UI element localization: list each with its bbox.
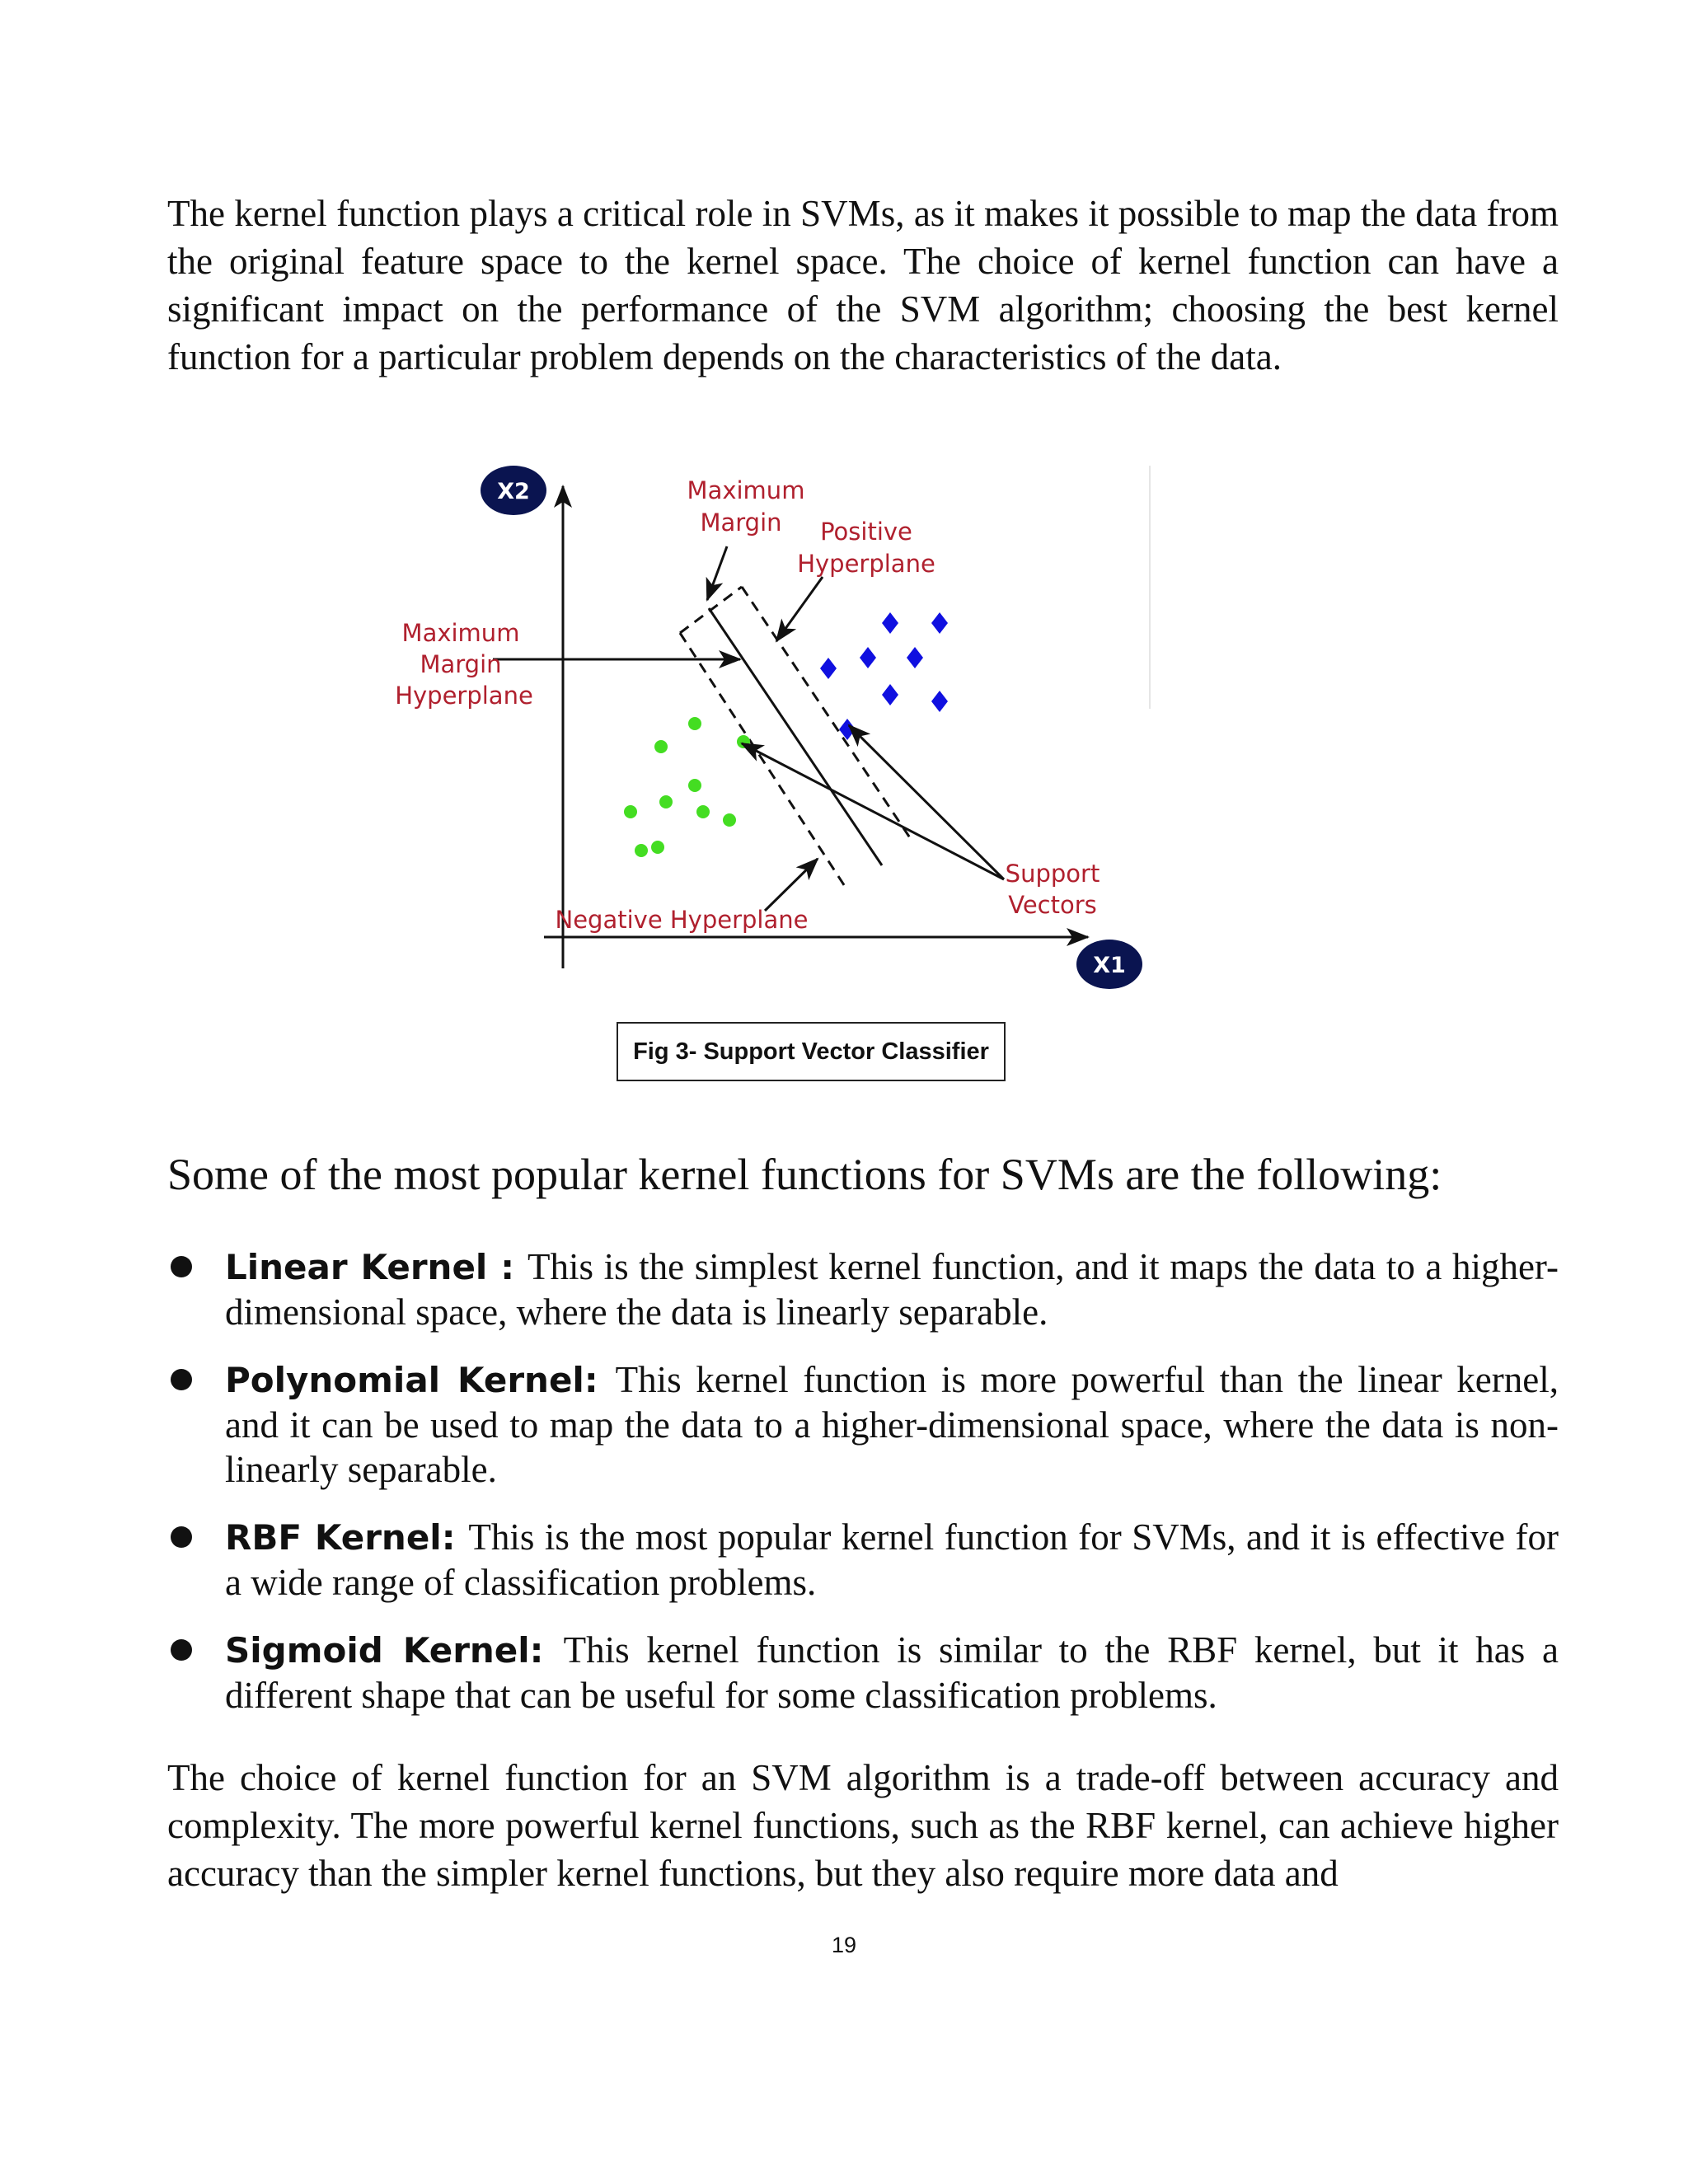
positive-point — [931, 691, 948, 712]
kernel-item-rbf — [167, 1515, 1559, 1605]
positive-hyperplane-label-2: Hyperplane — [797, 550, 935, 578]
negative-hyperplane-arrow — [765, 859, 818, 911]
kernel-description: This kernel function is more powerful than the linear kernel, and it can be used to map the data to a higher-dimensional space, where the data is non-linearly separable. — [225, 1359, 1559, 1490]
bullet-icon — [171, 1256, 192, 1277]
positive-hyperplane-label-1: Positive — [820, 518, 912, 546]
positive-point — [882, 612, 898, 634]
negative-point — [696, 805, 710, 818]
kernel-description: This is the most popular kernel function for SVMs, and it is effective for a wide range of classification problems. — [225, 1516, 1559, 1603]
kernel-description: This is the simplest kernel function, and it maps the data to a higher-dimensional space, where the data is linearly separable. — [225, 1246, 1559, 1333]
negative-point — [688, 779, 701, 792]
bullet-icon — [171, 1639, 192, 1661]
figure-caption: Fig 3- Support Vector Classifier — [617, 1022, 1006, 1081]
negative-point — [651, 841, 664, 854]
intro-paragraph: The kernel function plays a critical role in SVMs, as it makes it possible to map the data from the original feature space to the kernel space. The choice of kernel function can have a significant impact on the performance of the SVM algorithm; choosing the best kernel function for a particular problem depends on the characteristics of the data. — [167, 193, 1559, 377]
x1-axis-badge — [1076, 940, 1142, 989]
kernel-term: RBF Kernel: — [225, 1517, 469, 1558]
kernel-description: This kernel function is similar to the RBF kernel, but it has a different shape that can be useful for some classification problems. — [225, 1629, 1559, 1716]
negative-hyperplane-line — [680, 633, 847, 890]
positive-point — [882, 684, 898, 705]
page-number: 19 — [831, 1933, 857, 1957]
negative-point — [723, 813, 736, 827]
x2-axis-label: X2 — [497, 479, 530, 504]
maximum-margin-label-1: Maximum — [687, 476, 805, 504]
negative-class-points — [624, 717, 750, 857]
positive-class-points — [820, 612, 948, 740]
bullet-icon — [171, 1526, 192, 1548]
margin-bracket-line — [680, 587, 742, 633]
kernel-item-polynomial — [167, 1357, 1559, 1492]
kernel-term: Sigmoid Kernel: — [225, 1630, 564, 1671]
support-vector-arrow-blue — [849, 725, 1004, 879]
negative-point — [654, 740, 668, 753]
x2-axis-badge — [481, 466, 546, 515]
bullet-icon — [171, 1369, 192, 1390]
positive-point — [907, 647, 923, 668]
section-heading: Some of the most popular kernel functions for SVMs are the following: — [167, 1150, 1442, 1199]
mm-hyperplane-label-1: Maximum — [401, 619, 520, 647]
maximum-margin-label-2: Margin — [700, 509, 782, 537]
negative-point — [624, 805, 637, 818]
kernel-list — [167, 1244, 1559, 1741]
kernel-item-linear — [167, 1244, 1559, 1334]
negative-point — [635, 844, 648, 857]
kernel-term: Linear Kernel : — [225, 1247, 528, 1287]
positive-point — [931, 612, 948, 634]
closing-paragraph: The choice of kernel function for an SVM algorithm is a trade-off between accuracy and complexity. The more powerful kernel functions, such as the RBF kernel, can achieve higher accuracy than the simpler kernel functions, but they also require more data and — [167, 1757, 1559, 1894]
negative-hyperplane-label: Negative Hyperplane — [555, 906, 809, 934]
support-vector-arrow-green — [742, 743, 1004, 879]
mm-hyperplane-label-3: Hyperplane — [396, 682, 533, 710]
x1-axis-label: X1 — [1093, 953, 1126, 978]
mm-hyperplane-label-2: Margin — [420, 650, 502, 678]
positive-point — [820, 658, 837, 679]
kernel-item-sigmoid — [167, 1628, 1559, 1718]
positive-point — [860, 647, 876, 668]
negative-point — [688, 717, 701, 730]
kernel-term: Polynomial Kernel: — [225, 1360, 616, 1400]
positive-hyperplane-arrow — [776, 577, 823, 641]
negative-point — [659, 795, 673, 808]
support-vectors-label-1: Support — [1005, 860, 1100, 888]
svm-figure — [396, 462, 1220, 1005]
max-margin-hyperplane-line — [709, 608, 882, 865]
max-margin-arrow — [707, 546, 727, 600]
support-vectors-label-2: Vectors — [1008, 891, 1097, 919]
